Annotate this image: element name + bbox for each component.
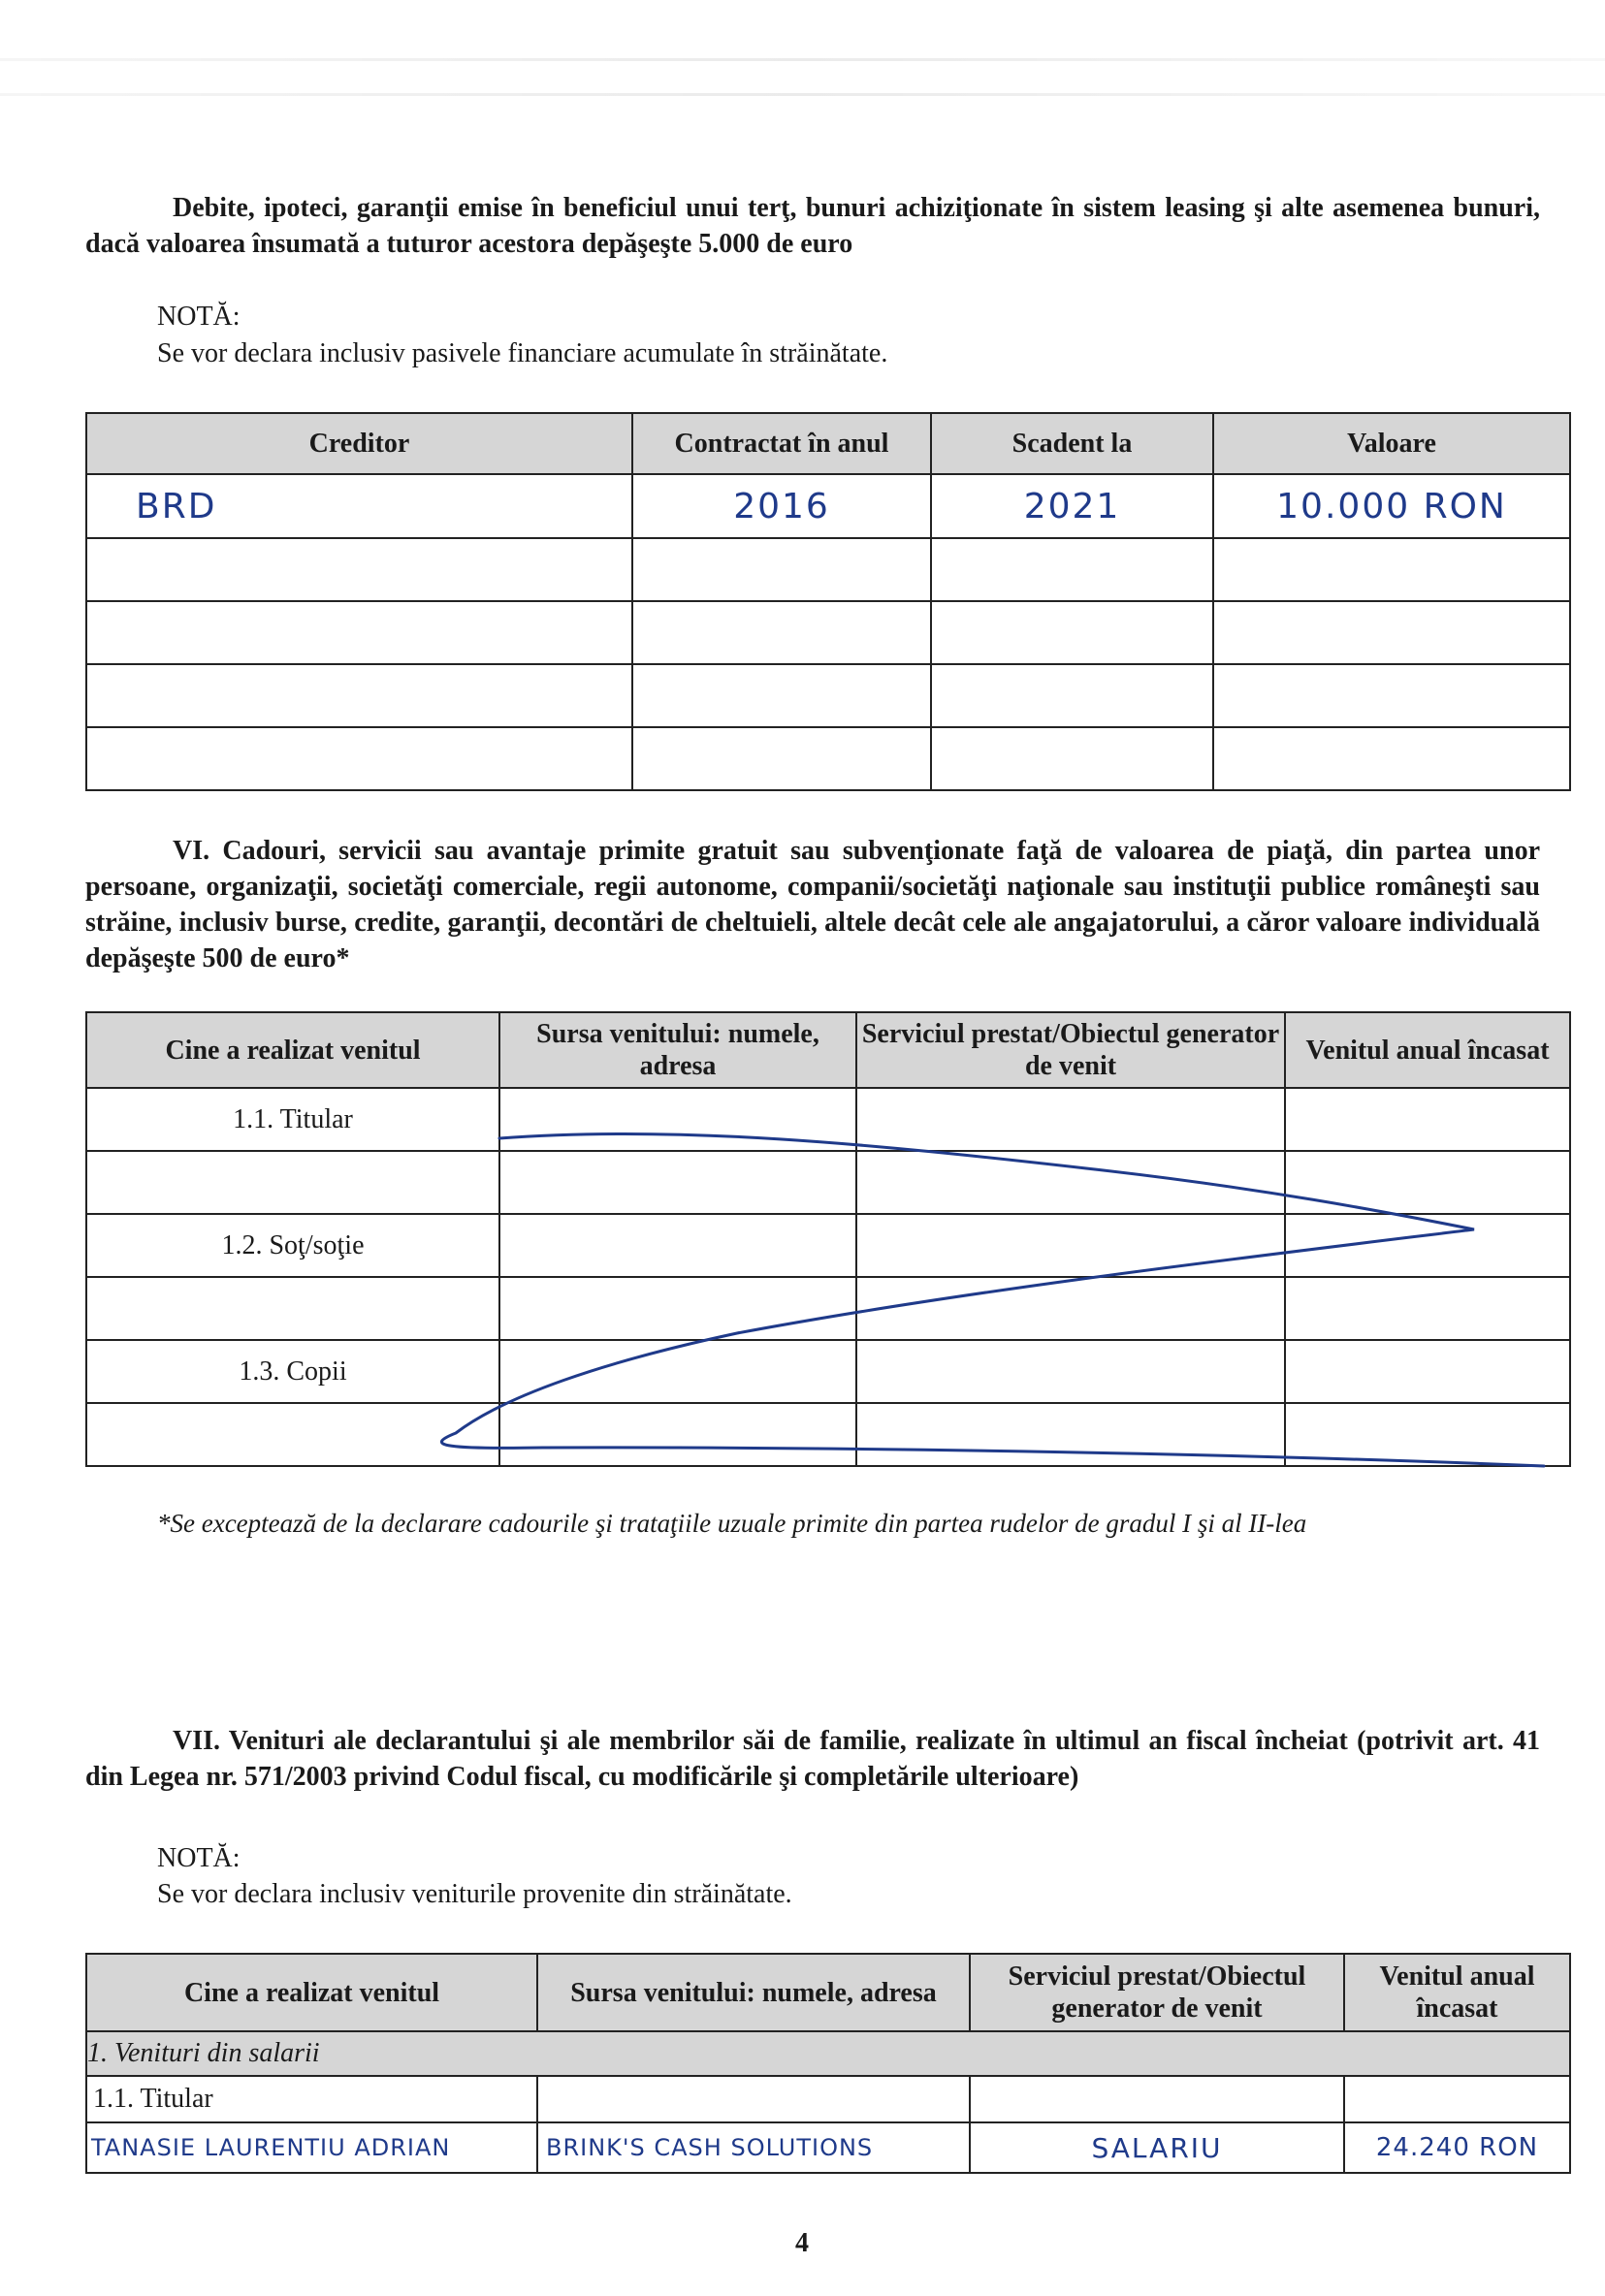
section-v-note-text: Se vor declara inclusiv pasivele financiare acumulate în străinătate.	[157, 338, 888, 368]
section-vi-footnote: *Se exceptează de la declarare cadourile şi trataţiile uzuale primite din partea rudelor de gradul I şi al II-lea	[157, 1509, 1307, 1538]
cell-year: 2016	[632, 474, 931, 538]
section-v-heading: Debite, ipoteci, garanţii emise în beneficiul unui terţ, bunuri achiziţionate în sistem leasing şi alte asemenea bunuri, dacă valoarea însumată a tuturor acestora depăşeşte 5.000 de euro	[85, 193, 1540, 259]
row-label-spouse: 1.2. Soţ/soţie	[86, 1214, 499, 1277]
col-creditor: Creditor	[86, 413, 632, 474]
category-row	[86, 2031, 1570, 2076]
section-vii-heading: VII. Venituri ale declarantului şi ale membrilor săi de familie, realizate în ultimul an fiscal încheiat (potrivit art. 41 din Legea nr. 571/2003 privind Codul fiscal, cu modificările şi completările ulterioare)	[85, 1726, 1540, 1792]
col-source: Sursa venitului: numele, adresa	[499, 1012, 856, 1088]
row-label-titular: 1.1. Titular	[86, 2076, 537, 2122]
section-v-note-label: NOTĂ:	[157, 302, 241, 332]
col-due: Scadent la	[931, 413, 1213, 474]
col-source: Sursa venitului: numele, adresa	[537, 1954, 970, 2031]
section-vi-heading: VI. Cadouri, servicii sau avantaje primite gratuit sau subvenţionate faţă de valoarea de piaţă, din partea unor persoane, organizaţii, societăţi comerciale, regii autonome, companii/societăţi naţionale sau instituţii publice româneşti sau străine, inclusiv burse, credite, garanţii, decontări de cheltuieli, altele decât cele ale angajatorului, a căror valoare individuală depăşeşte 500 de euro*	[85, 836, 1540, 973]
col-who: Cine a realizat venitul	[86, 1012, 499, 1088]
col-contract-year: Contractat în anul	[632, 413, 931, 474]
row-label-children: 1.3. Copii	[86, 1340, 499, 1403]
table-row	[86, 2122, 1570, 2173]
cell-due: 2021	[931, 474, 1213, 538]
table-row	[86, 2076, 1570, 2122]
col-income: Venitul anual încasat	[1344, 1954, 1570, 2031]
cell-creditor: BRD	[86, 474, 632, 538]
income-table	[85, 1953, 1571, 2174]
col-who: Cine a realizat venitul	[86, 1954, 537, 2031]
page-number: 4	[795, 2228, 809, 2258]
row-label-titular: 1.1. Titular	[86, 1088, 499, 1151]
section-vii-note-label: NOTĂ:	[157, 1843, 241, 1873]
col-value: Valoare	[1213, 413, 1570, 474]
cell-source: BRINK'S CASH SOLUTIONS	[537, 2122, 970, 2173]
cell-income: 24.240 RON	[1344, 2122, 1570, 2173]
cell-service: SALARIU	[970, 2122, 1344, 2173]
col-service: Serviciul prestat/Obiectul generator de venit	[970, 1954, 1344, 2031]
col-service: Serviciul prestat/Obiectul generator de venit	[856, 1012, 1285, 1088]
col-income: Venitul anual încasat	[1285, 1012, 1570, 1088]
section-vii-note-text: Se vor declara inclusiv veniturile provenite din străinătate.	[157, 1879, 792, 1909]
cell-who: TANASIE LAURENTIU ADRIAN	[86, 2122, 537, 2173]
cell-value: 10.000 RON	[1213, 474, 1570, 538]
category-label: 1. Venituri din salarii	[86, 2031, 1570, 2076]
